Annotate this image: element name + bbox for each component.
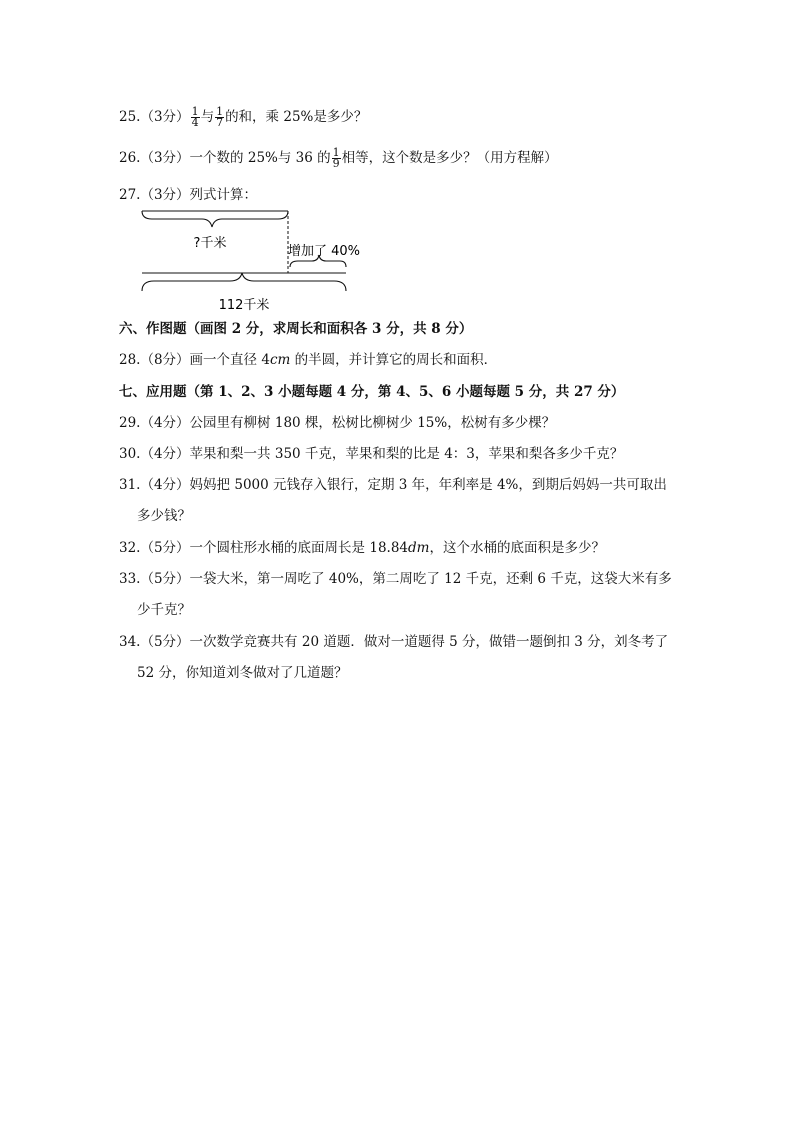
increase-label: 增加了 40% xyxy=(288,244,361,259)
question-25-number: 25.（3分） xyxy=(119,109,190,125)
top-segment-label: ?千米 xyxy=(193,236,227,251)
fraction-one-ninth: $\frac{1}{9}$ xyxy=(332,146,340,170)
question-31-line-1: 31.（4分）妈妈把 5000 元钱存入银行，定期 3 年，年利率是 4%，到期后妈妈一共可取出 xyxy=(119,477,667,493)
line-segment-diagram xyxy=(130,205,370,317)
bottom-segment-label: 112千米 xyxy=(218,298,270,313)
question-30: 30.（4分）苹果和梨一共 350 千克，苹果和梨的比是 4：3，苹果和梨各多少千克？ xyxy=(119,446,624,462)
bottom-brace xyxy=(142,273,346,291)
fraction-one-seventh: $\frac{1}{7}$ xyxy=(216,105,224,129)
question-33-line-1: 33.（5分）一袋大米，第一周吃了 40%，第二周吃了 12 千克，还剩 6 千克，这袋大米有多 xyxy=(119,571,672,587)
question-31-line-2: 多少钱？ xyxy=(137,508,191,524)
question-33-line-2: 少千克？ xyxy=(137,602,191,618)
question-27: 27.（3分）列式计算： xyxy=(119,187,258,203)
question-34-line-2: 52 分，你知道刘冬做对了几道题？ xyxy=(137,665,348,681)
section-6-heading: 六、作图题（画图 2 分，求周长和面积各 3 分，共 8 分） xyxy=(119,321,473,337)
question-34-line-1: 34.（5分）一次数学竞赛共有 20 道题．做对一道题得 5 分，做错一题倒扣 3 分，刘冬考了 xyxy=(119,634,669,650)
question-28: 28.（8分）画一个直径 4cm 的半圆，并计算它的周长和面积． xyxy=(119,352,498,368)
question-25: 25.（3分） $\frac{1}{4}$ 与 $\frac{1}{7}$ 的和，乘 25%是多少？ xyxy=(119,105,368,129)
question-32: 32.（5分）一个圆柱形水桶的底面周长是 18.84dm，这个水桶的底面积是多少？ xyxy=(119,540,605,556)
question-29: 29.（4分）公园里有柳树 180 棵，松树比柳树少 15%，松树有多少棵？ xyxy=(119,415,556,431)
top-brace xyxy=(142,211,288,227)
fraction-one-fourth: $\frac{1}{4}$ xyxy=(191,105,199,129)
section-7-heading: 七、应用题（第 1、2、3 小题每题 4 分，第 4、5、6 小题每题 5 分，共 27 分） xyxy=(119,384,625,400)
question-26: 26.（3分）一个数的 25%与 36 的 $\frac{1}{9}$ 相等，这个数是多少？（用方程解） xyxy=(119,146,558,170)
